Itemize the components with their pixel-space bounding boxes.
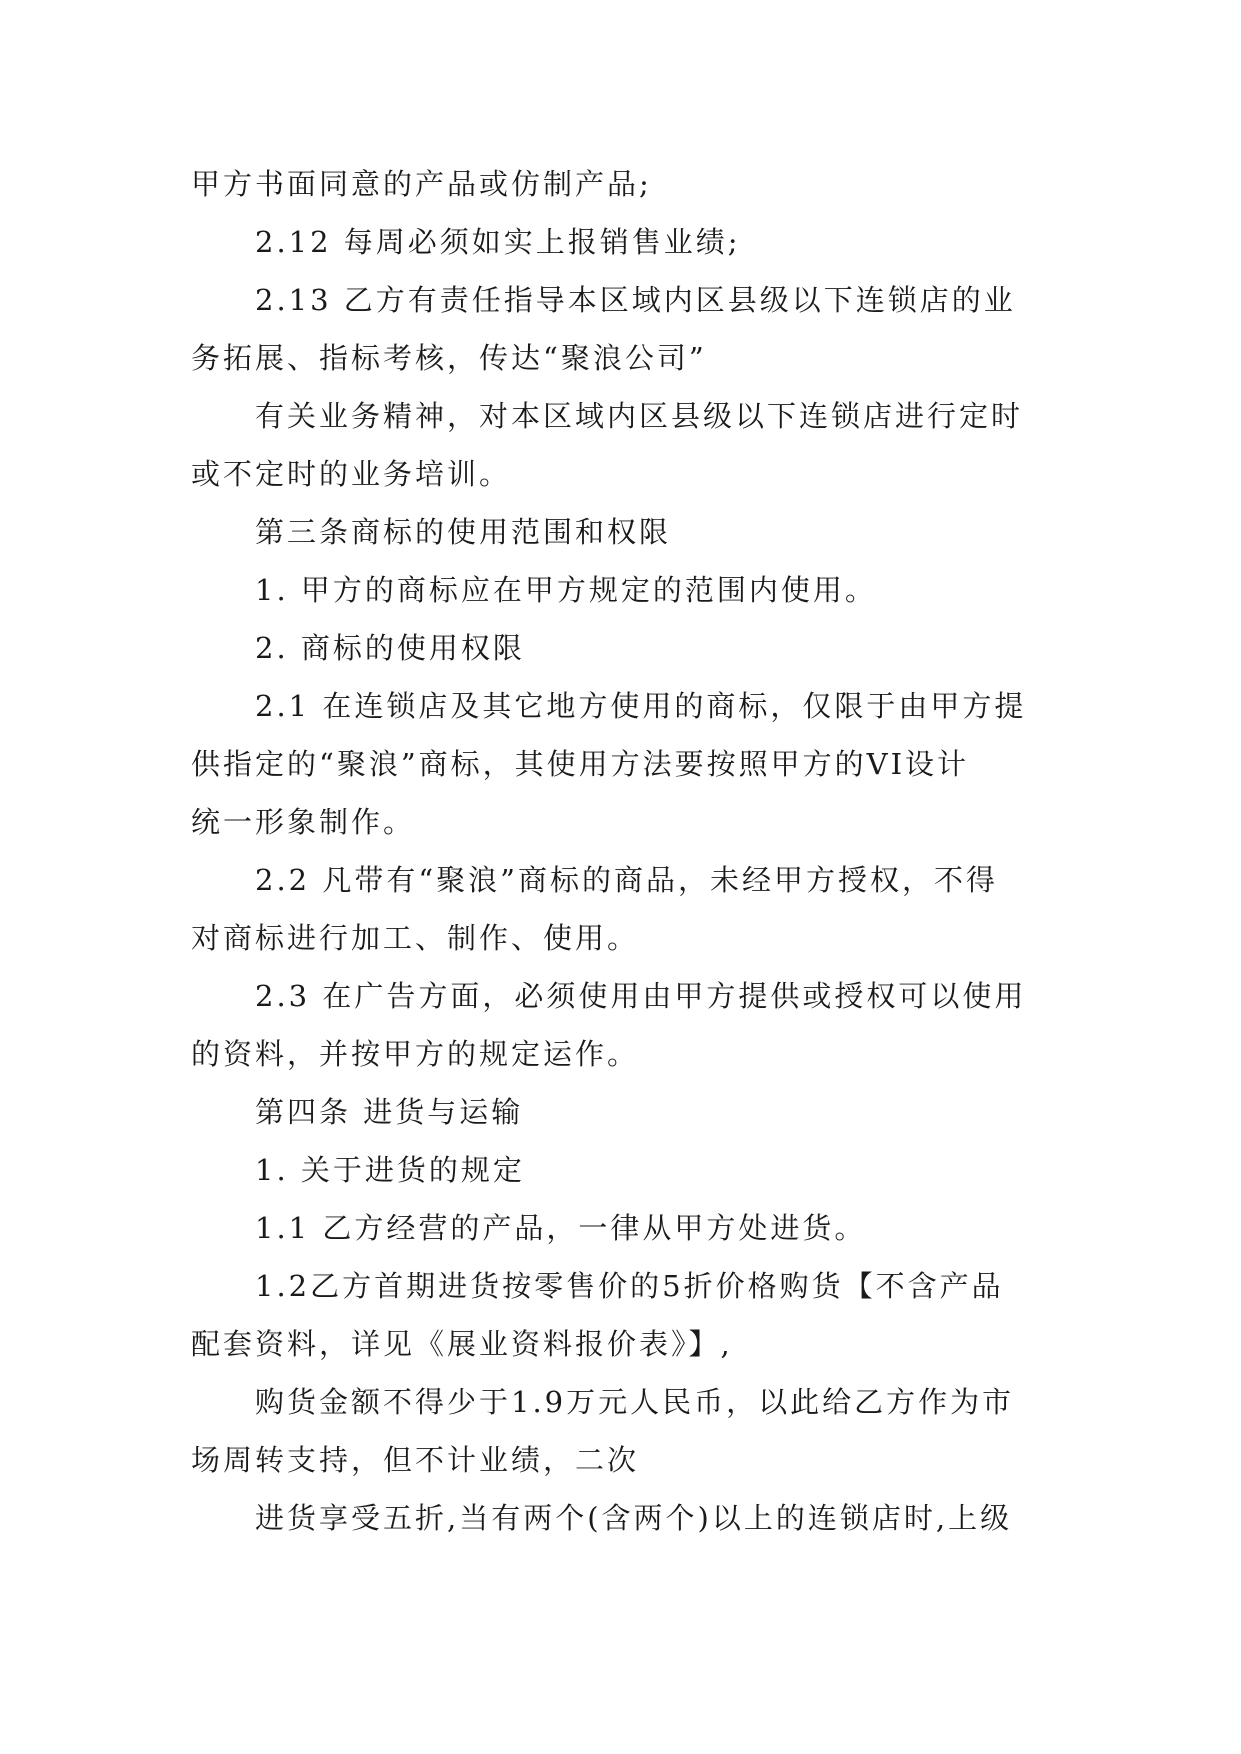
- text-line: 2.12 每周必须如实上报销售业绩;: [255, 225, 741, 259]
- text-line: 供指定的“聚浪”商标，其使用方法要按照甲方的VI设计: [191, 747, 970, 781]
- text-line: 2. 商标的使用权限: [255, 631, 525, 665]
- text-line: 2.2 凡带有“聚浪”商标的商品，未经甲方授权，不得: [255, 863, 998, 897]
- text-line: 2.13 乙方有责任指导本区域内区县级以下连锁店的业: [255, 283, 1016, 317]
- text-line: 1.1 乙方经营的产品，一律从甲方处进货。: [255, 1211, 867, 1245]
- text-line: 1. 关于进货的规定: [255, 1153, 525, 1187]
- text-line: 甲方书面同意的产品或仿制产品;: [191, 167, 652, 201]
- text-line: 配套资料，详见《展业资料报价表》】,: [191, 1327, 733, 1361]
- text-line: 2.3 在广告方面，必须使用由甲方提供或授权可以使用: [255, 979, 1027, 1013]
- text-line: 对商标进行加工、制作、使用。: [191, 921, 640, 955]
- text-line: 场周转支持，但不计业绩，二次: [191, 1443, 640, 1477]
- text-line: 进货享受五折,当有两个(含两个)以上的连锁店时,上级: [255, 1501, 1013, 1535]
- text-line: 统一形象制作。: [191, 805, 416, 839]
- text-line: 1.2乙方首期进货按零售价的5折价格购货【不含产品: [255, 1269, 1004, 1303]
- text-line: 1. 甲方的商标应在甲方规定的范围内使用。: [255, 573, 877, 607]
- text-line: 有关业务精神，对本区域内区县级以下连锁店进行定时: [255, 399, 1024, 433]
- text-line: 第四条 进货与运输: [255, 1095, 524, 1129]
- text-line: 务拓展、指标考核，传达“聚浪公司”: [191, 341, 707, 375]
- text-line: 第三条商标的使用范围和权限: [255, 515, 672, 549]
- text-line: 或不定时的业务培训。: [191, 457, 512, 491]
- document-body: [191, 155, 1051, 1547]
- text-line: 的资料，并按甲方的规定运作。: [191, 1037, 640, 1071]
- text-line: 2.1 在连锁店及其它地方使用的商标，仅限于由甲方提: [255, 689, 1027, 723]
- text-line: 购货金额不得少于1.9万元人民币，以此给乙方作为市: [255, 1385, 1015, 1419]
